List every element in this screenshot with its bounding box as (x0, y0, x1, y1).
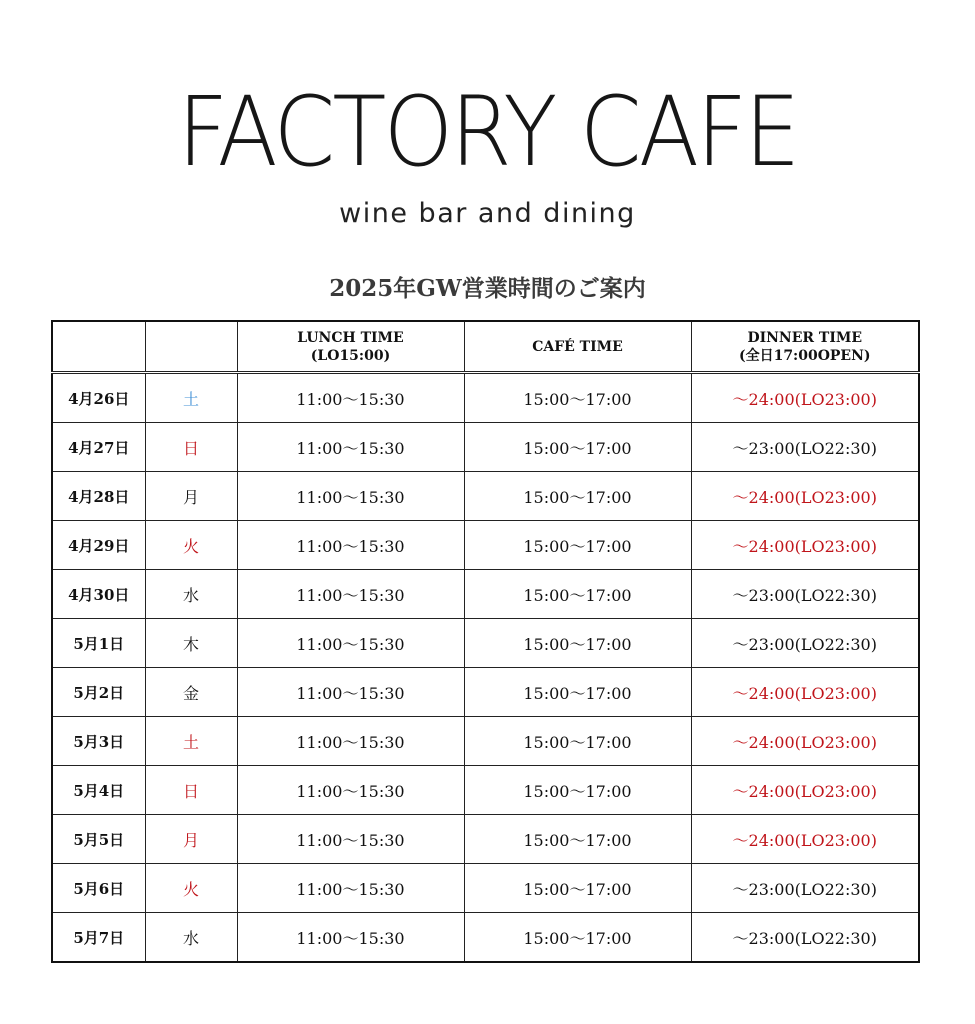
date-cell: 5月4日 (52, 766, 145, 815)
day-of-week-cell: 月 (145, 472, 237, 521)
table-row (52, 423, 919, 472)
dinner-hours-cell: ～24:00(LO23:00) (691, 815, 919, 864)
table-row (52, 472, 919, 521)
day-of-week-cell: 金 (145, 668, 237, 717)
table-row (52, 717, 919, 766)
day-of-week-cell: 土 (145, 373, 237, 423)
lunch-hours-cell: 11:00～15:30 (237, 619, 464, 668)
lunch-hours-cell: 11:00～15:30 (237, 766, 464, 815)
day-of-week-cell: 火 (145, 521, 237, 570)
date-cell: 4月30日 (52, 570, 145, 619)
day-of-week-cell: 木 (145, 619, 237, 668)
header-date (52, 321, 145, 373)
lunch-hours-cell: 11:00～15:30 (237, 864, 464, 913)
date-cell: 5月3日 (52, 717, 145, 766)
lunch-hours-cell: 11:00～15:30 (237, 472, 464, 521)
header-lunch-note: (LO15:00) (310, 347, 391, 364)
cafe-hours-cell: 15:00～17:00 (464, 472, 691, 521)
logo-wordmark: FACTORY CAFE (177, 76, 798, 188)
lunch-hours-cell: 11:00～15:30 (237, 717, 464, 766)
cafe-hours-cell: 15:00～17:00 (464, 570, 691, 619)
header-lunch-time (237, 321, 464, 373)
page-title: 2025年GW営業時間のご案内 (329, 275, 646, 302)
date-cell: 5月2日 (52, 668, 145, 717)
cafe-hours-cell: 15:00～17:00 (464, 521, 691, 570)
lunch-hours-cell: 11:00～15:30 (237, 423, 464, 472)
day-of-week-cell: 水 (145, 570, 237, 619)
dinner-hours-cell: ～24:00(LO23:00) (691, 472, 919, 521)
table-row (52, 815, 919, 864)
cafe-hours-cell: 15:00～17:00 (464, 864, 691, 913)
cafe-hours-cell: 15:00～17:00 (464, 717, 691, 766)
cafe-hours-cell: 15:00～17:00 (464, 373, 691, 423)
dinner-hours-cell: ～23:00(LO22:30) (691, 619, 919, 668)
table-row (52, 373, 919, 423)
cafe-hours-cell: 15:00～17:00 (464, 423, 691, 472)
dinner-hours-cell: ～23:00(LO22:30) (691, 570, 919, 619)
logo-tagline: wine bar and dining (339, 198, 636, 229)
table-row (52, 521, 919, 570)
lunch-hours-cell: 11:00～15:30 (237, 521, 464, 570)
lunch-hours-cell: 11:00～15:30 (237, 815, 464, 864)
header-dinner-title: DINNER TIME (747, 329, 863, 346)
day-of-week-cell: 日 (145, 766, 237, 815)
header-day-of-week (145, 321, 237, 373)
day-of-week-cell: 水 (145, 913, 237, 963)
day-of-week-cell: 火 (145, 864, 237, 913)
dinner-hours-cell: ～23:00(LO22:30) (691, 423, 919, 472)
table-header-row (52, 321, 919, 373)
header-lunch-title: LUNCH TIME (297, 329, 404, 346)
cafe-hours-cell: 15:00～17:00 (464, 619, 691, 668)
lunch-hours-cell: 11:00～15:30 (237, 373, 464, 423)
day-of-week-cell: 土 (145, 717, 237, 766)
dinner-hours-cell: ～24:00(LO23:00) (691, 668, 919, 717)
header-dinner-time (691, 321, 919, 373)
lunch-hours-cell: 11:00～15:30 (237, 913, 464, 963)
dinner-hours-cell: ～23:00(LO22:30) (691, 913, 919, 963)
day-of-week-cell: 月 (145, 815, 237, 864)
table-row (52, 864, 919, 913)
dinner-hours-cell: ～24:00(LO23:00) (691, 717, 919, 766)
cafe-hours-cell: 15:00～17:00 (464, 815, 691, 864)
table-row (52, 668, 919, 717)
header-cafe-time: CAFÉ TIME (464, 321, 691, 373)
dinner-hours-cell: ～24:00(LO23:00) (691, 766, 919, 815)
cafe-hours-cell: 15:00～17:00 (464, 913, 691, 963)
date-cell: 4月28日 (52, 472, 145, 521)
table-row (52, 619, 919, 668)
table-row (52, 570, 919, 619)
table-row (52, 766, 919, 815)
date-cell: 4月27日 (52, 423, 145, 472)
dinner-hours-cell: ～24:00(LO23:00) (691, 373, 919, 423)
date-cell: 5月5日 (52, 815, 145, 864)
hours-table (51, 320, 920, 963)
date-cell: 4月29日 (52, 521, 145, 570)
date-cell: 5月7日 (52, 913, 145, 963)
date-cell: 5月6日 (52, 864, 145, 913)
lunch-hours-cell: 11:00～15:30 (237, 570, 464, 619)
dinner-hours-cell: ～23:00(LO22:30) (691, 864, 919, 913)
date-cell: 5月1日 (52, 619, 145, 668)
header-dinner-note: (全日17:00OPEN) (738, 347, 871, 364)
dinner-hours-cell: ～24:00(LO23:00) (691, 521, 919, 570)
day-of-week-cell: 日 (145, 423, 237, 472)
cafe-hours-cell: 15:00～17:00 (464, 766, 691, 815)
lunch-hours-cell: 11:00～15:30 (237, 668, 464, 717)
date-cell: 4月26日 (52, 373, 145, 423)
table-row (52, 913, 919, 963)
cafe-hours-cell: 15:00～17:00 (464, 668, 691, 717)
